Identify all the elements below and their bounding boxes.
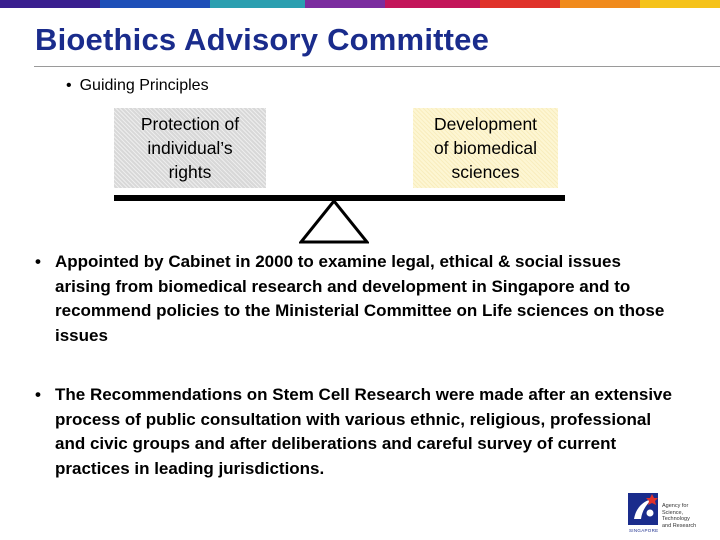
- logo-text-line: Science, Technology: [662, 509, 690, 522]
- right-box-line: of biomedical: [433, 138, 538, 158]
- top-bar-segment: [0, 0, 100, 8]
- left-box-line: rights: [168, 162, 212, 182]
- subheading-bullet: •: [66, 77, 72, 94]
- top-bar-segment: [100, 0, 210, 8]
- left-box-line: individual’s: [147, 138, 233, 158]
- page-title: Bioethics Advisory Committee: [35, 22, 490, 57]
- subheading-text: Guiding Principles: [79, 77, 209, 94]
- logo-text-line: and Research: [662, 522, 697, 529]
- bullet-text: Appointed by Cabinet in 2000 to examine legal, ethical & social issues arising from biomedical research and development in Singapore and to recommend policies to the Ministerial Committee on Life sciences on those issues: [55, 252, 665, 345]
- title-divider: [34, 66, 720, 67]
- top-bar-segment: [560, 0, 640, 8]
- top-bar-segment: [480, 0, 560, 8]
- right-box-line: Development: [433, 114, 538, 134]
- bullet-list: [35, 250, 675, 516]
- fulcrum-triangle-icon: [299, 199, 369, 245]
- left-box-line: Protection of: [140, 114, 240, 134]
- top-bar-segment: [640, 0, 720, 8]
- logo-caption: SINGAPORE: [629, 528, 659, 533]
- right-box-line: sciences: [451, 162, 520, 182]
- logo-text: [662, 503, 712, 529]
- top-bar-segment: [385, 0, 480, 8]
- bullet-item: [35, 250, 675, 348]
- top-color-bar: [0, 0, 720, 8]
- bullet-item: [35, 383, 675, 481]
- logo-text-line: Agency for: [662, 503, 689, 509]
- subheading: [66, 77, 209, 95]
- bullet-text: The Recommendations on Stem Cell Research were made after an extensive process of public consultation with various ethnic, religious, professional and civic groups and after deliberations and careful survey of current practices in leading jurisdictions.: [55, 385, 672, 478]
- top-bar-segment: [305, 0, 385, 8]
- left-balance-box: [114, 108, 266, 188]
- right-balance-box: [413, 108, 558, 188]
- bullet-symbol: •: [35, 252, 41, 271]
- top-bar-segment: [210, 0, 305, 8]
- bullet-symbol: •: [35, 385, 41, 404]
